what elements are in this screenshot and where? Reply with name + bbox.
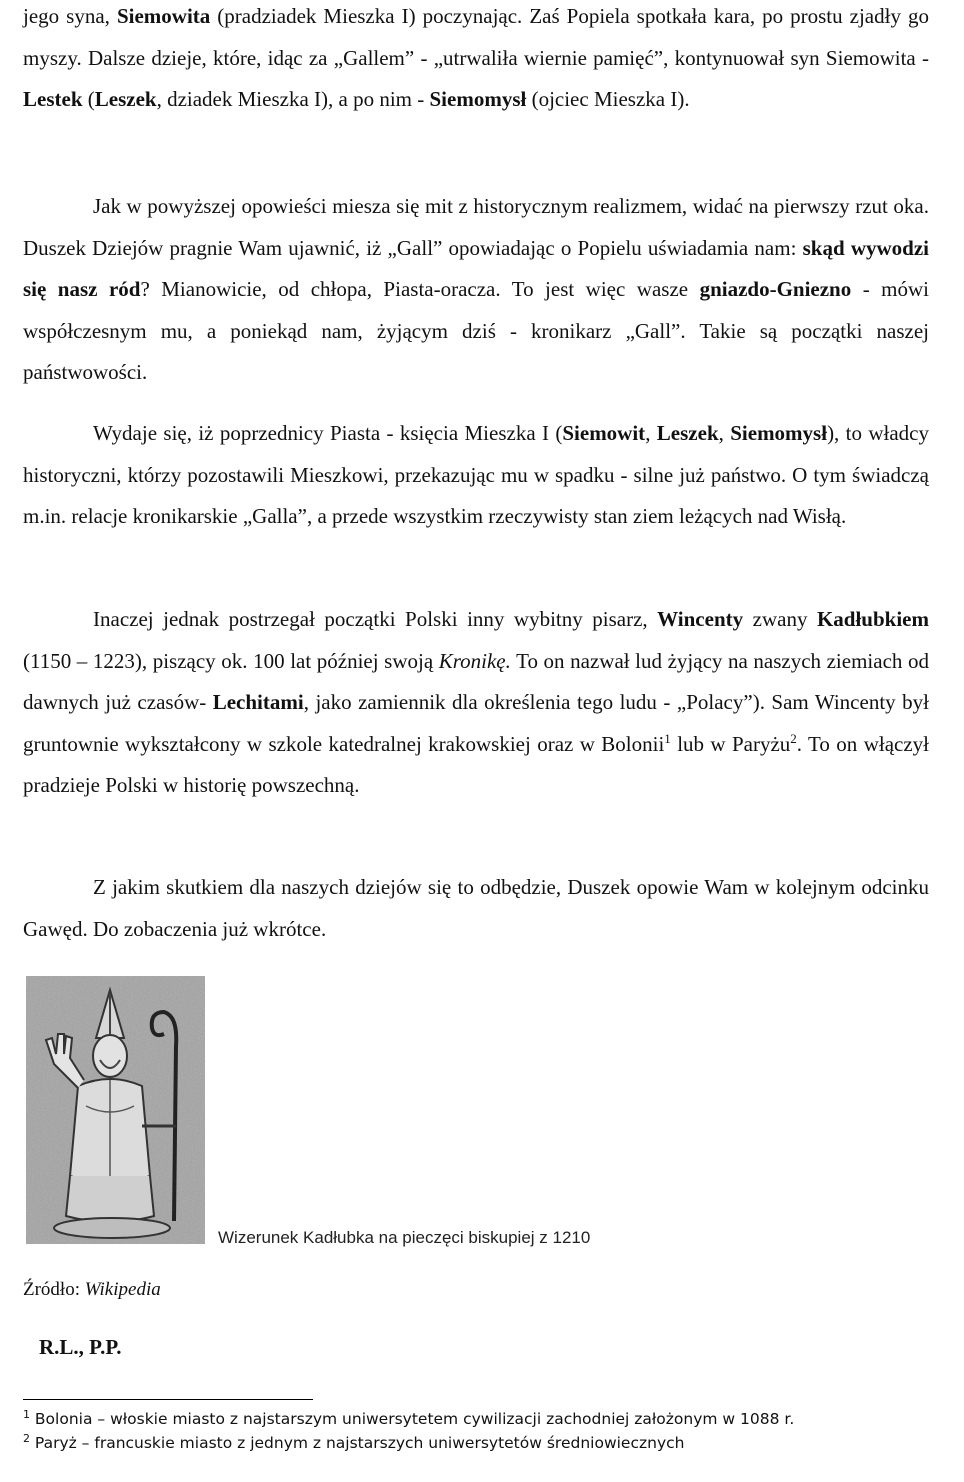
paragraph-2 — [23, 186, 929, 394]
author-signature: R.L., P.P. — [39, 1335, 122, 1359]
bold-text: Kadłubkiem — [816, 607, 929, 631]
text-run: - mówi współczesnym mu, a poniekąd nam, żyjącym dziś - kronikarz „Gall”. Takie są początki naszej państwowości. — [23, 277, 930, 384]
text-run: , dziadek Mieszka I), a po nim - — [156, 87, 430, 111]
text-run: , — [718, 421, 731, 445]
text-run: jego syna, — [23, 4, 117, 28]
paragraph-4 — [23, 599, 929, 807]
paragraph-1 — [23, 0, 929, 121]
footnote-reference: 1 — [664, 730, 671, 746]
text-run: , jako zamiennik dla określenia tego ludu - „Polacy”). Sam Wincenty był gruntownie wykształcony w szkole katedralnej krakowskiej oraz w Bolonii — [23, 690, 929, 756]
text-run: Z jakim skutkiem dla naszych dziejów się to odbędzie, Duszek opowie Wam w kolejnym odcinku Gawęd. Do zobaczenia już wkrótce. — [23, 875, 929, 941]
bold-text: skąd wywodzi się nasz ród — [23, 235, 930, 301]
text-run: ? Mianowicie, od chłopa, Piasta-oracza. To jest więc wasze — [140, 277, 700, 301]
figure-caption: Wizerunek Kadłubka na pieczęci biskupiej z 1210 — [218, 1228, 591, 1247]
bold-text: Leszek — [656, 421, 719, 445]
source-name: Wikipedia — [84, 1279, 161, 1300]
footnote-number: 2 — [23, 1431, 30, 1445]
text-run: . To on włączył pradzieje Polski w historię powszechną. — [23, 731, 929, 797]
bold-text: Siemowita — [116, 4, 211, 28]
footnote-1 — [23, 1407, 795, 1428]
bold-text: Lestek — [23, 87, 83, 111]
bold-text: Siemowit — [562, 421, 646, 445]
footnote-text: Bolonia – włoskie miasto z najstarszym uniwersytetem cywilizacji zachodniej założonym w 1088 r. — [30, 1410, 795, 1428]
text-run: To on nazwał lud żyjący na naszych ziemiach od dawnych już czasów- — [23, 648, 929, 714]
footnote-number: 1 — [23, 1407, 30, 1421]
text-run: (ojciec Mieszka I). — [526, 87, 690, 111]
text-run: ( — [82, 87, 95, 111]
bold-text: Lechitami — [212, 690, 304, 714]
text-run: (1150 – 1223), piszący ok. 100 lat później swoją — [23, 648, 439, 673]
text-run: zwany — [743, 607, 817, 631]
bold-text: Siemomysł — [429, 87, 527, 111]
footnote-2 — [23, 1431, 685, 1452]
paragraph-3 — [23, 413, 929, 538]
footnote-reference: 2 — [790, 730, 797, 746]
bold-text: Wincenty — [657, 607, 744, 631]
text-run: Inaczej jednak postrzegał początki Polski inny wybitny pisarz, — [93, 607, 658, 631]
bold-text: Leszek — [94, 87, 157, 111]
italic-text: Kronikę. — [438, 648, 511, 673]
text-run: (pradziadek Mieszka I) poczynając. Zaś Popiela spotkała kara, po prostu zjadły go myszy. Dalsze dzieje, które, idąc za „Gallem” - „utrwaliła wiernie pamięć”, kontynuował syn Siemowita - — [23, 4, 929, 70]
bold-text: gniazdo-Gniezno — [699, 277, 852, 301]
bold-text: Siemomysł — [730, 421, 828, 445]
seal-image — [26, 976, 205, 1244]
footnote-separator — [23, 1399, 313, 1400]
footnote-text: Paryż – francuskie miasto z jednym z najstarszych uniwersytetów średniowiecznych — [30, 1434, 685, 1452]
text-run: ), to władcy historyczni, którzy pozostawili Mieszkowi, przekazując mu w spadku - silne już państwo. O tym świadczą m.in. relacje kronikarskie „Galla”, a przede wszystkim rzeczywisty stan ziem leżących nad Wisłą. — [23, 421, 929, 528]
text-run: , — [645, 421, 657, 445]
text-run: Wydaje się, iż poprzednicy Piasta - księcia Mieszka I ( — [93, 421, 563, 445]
source-line — [23, 1279, 161, 1301]
seal-bishop-image — [26, 976, 205, 1244]
source-label: Źródło: — [23, 1279, 85, 1300]
text-run: Jak w powyższej opowieści miesza się mit z historycznym realizmem, widać na pierwszy rzut oka. Duszek Dziejów pragnie Wam ujawnić, iż „Gall” opowiadając o Popielu uświadamia nam: — [23, 194, 929, 260]
paragraph-5 — [23, 867, 929, 950]
text-run: lub w Paryżu — [670, 731, 791, 756]
